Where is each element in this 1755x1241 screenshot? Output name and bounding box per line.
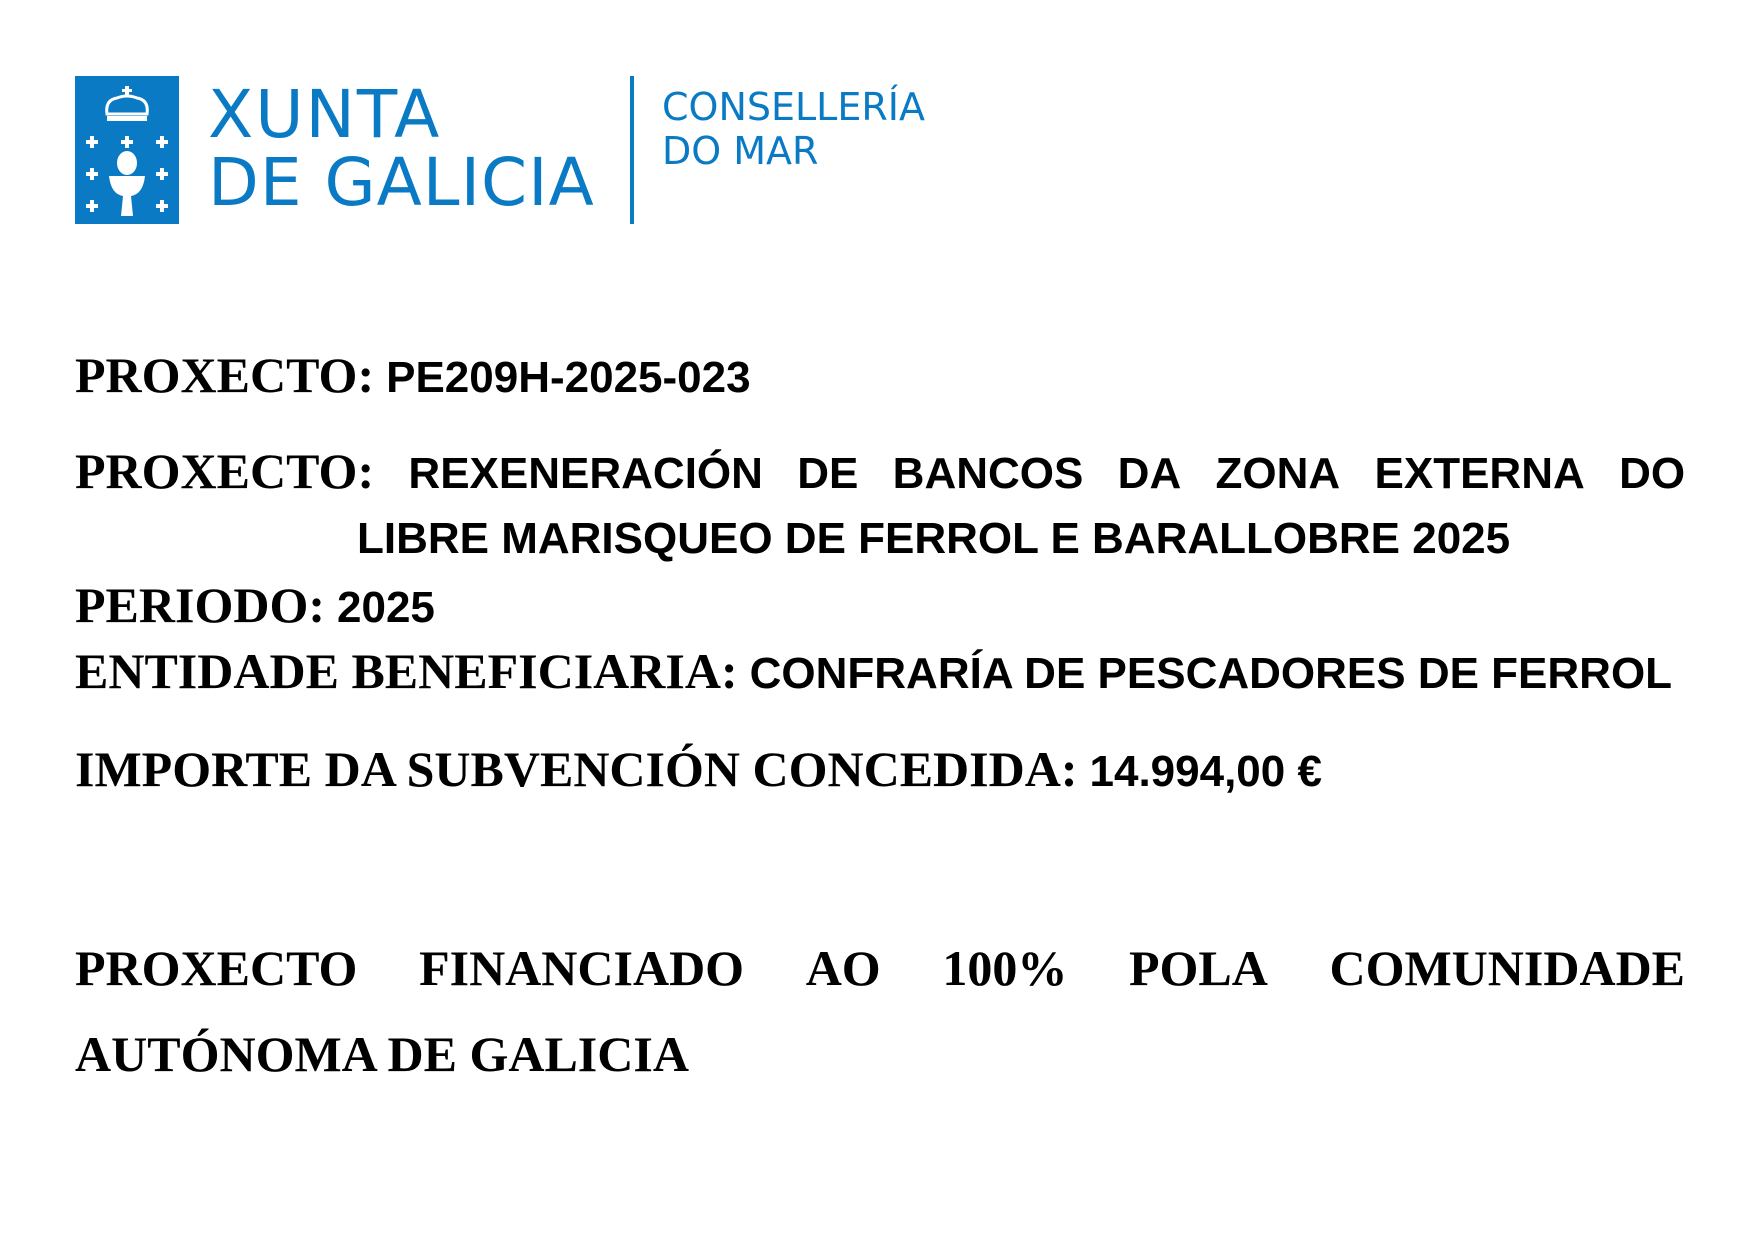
project-code-value: PE209H-2025-023 (386, 353, 751, 402)
project-title-word: BANCOS (892, 449, 1084, 498)
logo-xunta-text: XUNTA (208, 76, 442, 153)
project-title-line-1 (75, 443, 1686, 499)
entity-line (75, 643, 1673, 699)
project-title-word: ZONA (1215, 449, 1341, 498)
funding-continuation: AUTÓNOMA DE GALICIA (75, 1026, 689, 1082)
amount-value: 14.994,00 € (1089, 747, 1322, 796)
project-title-continuation: LIBRE MARISQUEO DE FERROL E BARALLOBRE 2025 (357, 514, 1511, 563)
funding-word: FINANCIADO (419, 940, 745, 996)
project-title-word: EXTERNA (1374, 449, 1585, 498)
logo-de-galicia-text: DE GALICIA (208, 144, 595, 221)
funding-line-2 (75, 1026, 689, 1082)
amount-line (75, 741, 1322, 797)
department-line-2: DO MAR (662, 129, 819, 173)
period-line (75, 577, 435, 633)
period-value: 2025 (337, 583, 435, 632)
funding-line-1 (75, 940, 1686, 996)
department-line-1: CONSELLERÍA (662, 85, 925, 129)
amount-label: IMPORTE DA SUBVENCIÓN CONCEDIDA: (75, 741, 1078, 797)
project-code-label: PROXECTO: (75, 347, 375, 403)
funding-word: PROXECTO (75, 940, 358, 996)
project-title-word: DE (797, 449, 859, 498)
logo-divider (630, 76, 634, 224)
project-title-word: REXENERACIÓN (408, 449, 763, 498)
entity-value: CONFRARÍA DE PESCADORES DE FERROL (749, 649, 1673, 698)
funding-word: 100% (942, 940, 1068, 996)
entity-label: ENTIDADE BENEFICIARIA: (75, 643, 738, 699)
project-code-line (75, 347, 751, 403)
project-title-word: DO (1619, 449, 1686, 498)
funding-word: AO (805, 940, 881, 996)
xunta-coat-of-arms-logo (75, 76, 179, 224)
period-label: PERIODO: (75, 577, 325, 633)
funding-word: POLA (1128, 940, 1268, 996)
project-title-word: DA (1117, 449, 1182, 498)
project-title-label: PROXECTO: (75, 443, 375, 499)
funding-word: COMUNIDADE (1329, 940, 1686, 996)
project-title-line-2 (357, 514, 1510, 562)
